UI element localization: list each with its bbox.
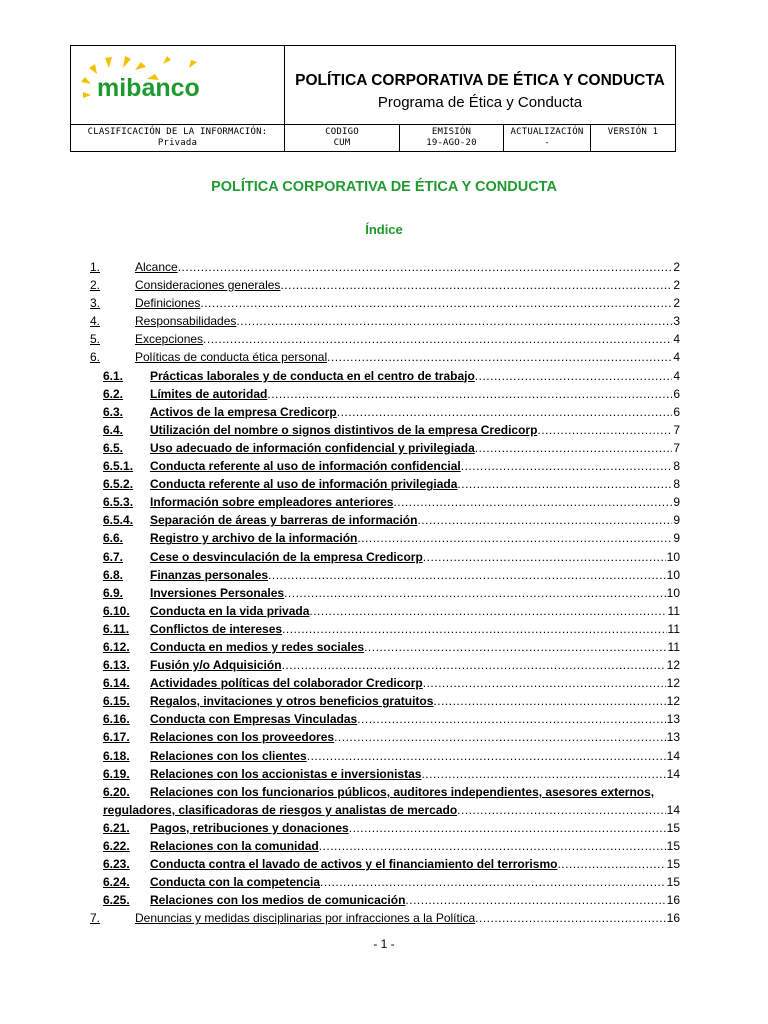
toc-entry-page: 3 bbox=[673, 314, 680, 329]
toc-entry-page: 4 bbox=[673, 332, 680, 347]
toc-entry[interactable] bbox=[90, 674, 680, 692]
toc-entry-number: 6.9. bbox=[103, 585, 124, 600]
toc-entry-title[interactable]: Consideraciones generales bbox=[135, 278, 281, 293]
toc-entry-number: 6.5. bbox=[103, 440, 124, 455]
toc-entry-line bbox=[150, 765, 680, 783]
toc-leader-dots bbox=[178, 258, 673, 276]
logo-cell bbox=[71, 46, 285, 124]
toc-entry-line bbox=[150, 439, 680, 457]
toc-leader-dots bbox=[327, 348, 672, 366]
toc-entry-number: 2. bbox=[90, 278, 101, 293]
toc-entry[interactable] bbox=[90, 873, 680, 891]
toc-entry-title[interactable]: Pagos, retribuciones y donaciones bbox=[150, 820, 349, 835]
toc-entry-number: 6.23. bbox=[103, 857, 130, 872]
toc-entry-line bbox=[135, 294, 680, 312]
toc-leader-dots bbox=[307, 747, 666, 765]
toc-entry-line bbox=[150, 475, 680, 493]
toc-entry-number: 6.22. bbox=[103, 839, 130, 853]
toc-entry-title[interactable]: Denuncias y medidas disciplinarias por infracciones a la Política bbox=[135, 911, 476, 926]
code-label: CODIGO bbox=[325, 127, 359, 137]
toc-entry[interactable] bbox=[90, 529, 680, 547]
toc-entry-title[interactable]: Actividades políticas del colaborador Credicorp bbox=[150, 676, 423, 691]
main-title: POLÍTICA CORPORATIVA DE ÉTICA Y CONDUCTA bbox=[211, 179, 557, 195]
toc-entry-page: 14 bbox=[666, 802, 680, 817]
toc-entry-page: 8 bbox=[673, 477, 680, 492]
toc-entry-page: 6 bbox=[673, 404, 680, 419]
toc-entry-page: 13 bbox=[666, 730, 680, 745]
toc-entry-line bbox=[150, 710, 680, 728]
toc-leader-dots bbox=[282, 656, 666, 674]
toc-entry-line bbox=[150, 584, 680, 602]
toc-entry-line bbox=[135, 312, 680, 330]
toc-entry-title[interactable]: Responsabilidades bbox=[135, 314, 237, 329]
toc-entry-line bbox=[150, 783, 680, 801]
toc-entry-title[interactable]: Uso adecuado de información confidencial y privilegiada bbox=[150, 440, 475, 455]
toc-entry-line bbox=[150, 385, 680, 403]
update-label: ACTUALIZACIÓN bbox=[510, 127, 584, 137]
toc-entry-page: 4 bbox=[673, 368, 680, 383]
toc-entry[interactable] bbox=[90, 656, 680, 674]
toc-entry-number: 6.5.4. bbox=[103, 513, 134, 528]
toc-entry-number: 6.3. bbox=[103, 404, 124, 419]
toc-entry-number: 6.6. bbox=[103, 531, 124, 546]
toc-entry-number: 6.8. bbox=[103, 567, 124, 582]
toc-entry-title[interactable]: Prácticas laborales y de conducta en el centro de trabajo bbox=[150, 368, 475, 383]
toc-entry-line bbox=[150, 674, 680, 692]
toc-entry-number: 6.15. bbox=[103, 694, 130, 709]
toc-leader-dots bbox=[364, 638, 666, 656]
toc-entry-number: 6.5.1. bbox=[103, 459, 134, 474]
toc-entry-title-continued[interactable]: reguladores, clasificadoras de riesgos y analistas de mercado bbox=[103, 802, 458, 817]
toc-entry-page: 2 bbox=[673, 296, 680, 311]
toc-entry-title[interactable]: Relaciones con los clientes bbox=[150, 748, 307, 763]
toc-entry[interactable] bbox=[90, 403, 680, 421]
toc-entry-line bbox=[150, 692, 680, 710]
toc-entry-title[interactable]: Cese o desvinculación de la empresa Credicorp bbox=[150, 549, 423, 564]
table-of-contents bbox=[90, 258, 680, 927]
toc-leader-dots bbox=[475, 439, 673, 457]
toc-entry-title[interactable]: Relaciones con los medios de comunicación bbox=[150, 893, 406, 908]
toc-entry-title[interactable]: Alcance bbox=[135, 260, 178, 274]
toc-leader-dots bbox=[319, 837, 666, 855]
toc-entry-line bbox=[150, 529, 680, 547]
update-value: - bbox=[544, 138, 550, 148]
toc-entry-number: 1. bbox=[90, 260, 101, 274]
toc-leader-dots bbox=[267, 385, 672, 403]
toc-entry[interactable] bbox=[90, 783, 680, 801]
classification-cell bbox=[71, 125, 285, 151]
toc-entry-page: 14 bbox=[666, 748, 680, 763]
toc-entry-title[interactable]: Conducta en medios y redes sociales bbox=[150, 639, 365, 654]
toc-entry-number: 6.21. bbox=[103, 820, 130, 835]
toc-entry[interactable] bbox=[90, 457, 680, 475]
toc-entry[interactable] bbox=[90, 511, 680, 529]
toc-entry-number: 6.5.3. bbox=[103, 495, 134, 510]
toc-entry[interactable] bbox=[90, 439, 680, 457]
toc-leader-dots bbox=[421, 765, 665, 783]
toc-entry-title[interactable]: Conducta con Empresas Vinculadas bbox=[150, 712, 358, 727]
code-cell bbox=[285, 125, 400, 151]
toc-entry[interactable] bbox=[90, 276, 680, 294]
mibanco-logo bbox=[71, 46, 285, 124]
toc-entry-page: 11 bbox=[667, 639, 680, 654]
toc-entry-page: 16 bbox=[666, 911, 680, 926]
version-cell bbox=[591, 125, 675, 151]
toc-leader-dots bbox=[417, 511, 672, 529]
toc-entry-page: 11 bbox=[667, 603, 680, 618]
toc-entry-page: 10 bbox=[666, 567, 680, 582]
toc-entry-title[interactable]: Conflictos de intereses bbox=[150, 621, 283, 636]
toc-entry-page: 13 bbox=[666, 712, 680, 727]
toc-leader-dots bbox=[423, 674, 666, 692]
toc-entry-page: 2 bbox=[673, 260, 680, 274]
toc-entry-line bbox=[135, 258, 680, 276]
toc-entry-title[interactable]: Relaciones con los accionistas e inversionistas bbox=[150, 766, 422, 781]
toc-entry-page: 12 bbox=[666, 658, 680, 673]
toc-entry[interactable] bbox=[90, 620, 680, 638]
emission-cell bbox=[400, 125, 504, 151]
toc-leader-dots bbox=[282, 620, 666, 638]
toc-leader-dots bbox=[475, 909, 665, 927]
toc-entry-page: 16 bbox=[666, 893, 680, 908]
toc-entry-title[interactable]: Límites de autoridad bbox=[150, 386, 268, 401]
toc-entry-title[interactable]: Relaciones con los proveedores bbox=[150, 730, 335, 745]
toc-entry[interactable] bbox=[90, 819, 680, 837]
toc-entry-page: 10 bbox=[666, 585, 680, 600]
toc-entry-title[interactable]: Activos de la empresa Credicorp bbox=[150, 404, 337, 419]
toc-entry-page: 4 bbox=[673, 350, 680, 365]
toc-entry-line bbox=[150, 421, 680, 439]
toc-entry-title[interactable]: Regalos, invitaciones y otros beneficios gratuitos bbox=[150, 694, 434, 709]
toc-entry-number: 5. bbox=[90, 332, 101, 347]
emission-label: EMISIÓN bbox=[431, 127, 472, 137]
toc-entry-line bbox=[150, 728, 680, 746]
toc-entry-line bbox=[150, 855, 680, 873]
toc-entry-page: 2 bbox=[673, 278, 680, 293]
logo-text: mibanco bbox=[97, 74, 200, 102]
toc-entry-number: 6.5.2. bbox=[103, 477, 134, 492]
toc-entry-line bbox=[135, 276, 680, 294]
toc-leader-dots bbox=[423, 548, 666, 566]
toc-entry-line bbox=[150, 403, 680, 421]
toc-entry-title[interactable]: Fusión y/o Adquisición bbox=[150, 658, 282, 673]
toc-entry-number: 6.25. bbox=[103, 893, 130, 908]
update-cell bbox=[504, 125, 591, 151]
toc-entry-page: 9 bbox=[673, 495, 680, 510]
toc-entry-page: 15 bbox=[666, 820, 680, 835]
document-header bbox=[70, 45, 676, 152]
toc-entry[interactable] bbox=[90, 602, 680, 620]
toc-entry-page: 8 bbox=[673, 459, 680, 474]
toc-entry[interactable] bbox=[90, 294, 680, 312]
toc-entry-number: 6. bbox=[90, 350, 101, 365]
classification-value: Privada bbox=[157, 138, 198, 148]
version-label: VERSIÓN 1 bbox=[607, 127, 659, 137]
index-title: Índice bbox=[365, 222, 403, 237]
toc-entry-number: 7. bbox=[90, 911, 101, 926]
toc-entry[interactable] bbox=[90, 891, 680, 909]
toc-entry-number: 6.19. bbox=[103, 766, 130, 781]
page-number: - 1 - bbox=[373, 937, 395, 951]
toc-entry-line bbox=[135, 909, 680, 927]
code-value: CUM bbox=[333, 138, 351, 148]
toc-entry-title[interactable]: Finanzas personales bbox=[150, 567, 269, 582]
toc-leader-dots bbox=[457, 475, 672, 493]
toc-entry-page: 9 bbox=[673, 513, 680, 528]
toc-entry-title[interactable]: Separación de áreas y barreras de información bbox=[150, 513, 418, 528]
toc-leader-dots bbox=[280, 276, 672, 294]
toc-entry-line bbox=[150, 747, 680, 765]
toc-leader-dots bbox=[349, 819, 666, 837]
toc-entry[interactable] bbox=[90, 710, 680, 728]
toc-entry-page: 15 bbox=[666, 857, 680, 872]
toc-entry-number: 6.11. bbox=[103, 621, 130, 636]
toc-entry[interactable] bbox=[90, 638, 680, 656]
toc-leader-dots bbox=[557, 855, 665, 873]
toc-entry-title[interactable]: Utilización del nombre o signos distintivos de la empresa Credicorp bbox=[150, 422, 538, 437]
toc-leader-dots bbox=[236, 312, 672, 330]
toc-entry-line bbox=[150, 638, 680, 656]
toc-entry[interactable] bbox=[90, 855, 680, 873]
toc-entry-title[interactable]: Conducta referente al uso de información confidencial bbox=[150, 459, 461, 474]
toc-entry-title[interactable]: Conducta contra el lavado de activos y el financiamiento del terrorismo bbox=[150, 857, 558, 872]
toc-entry-title[interactable]: Relaciones con la comunidad bbox=[150, 839, 319, 853]
toc-leader-dots bbox=[284, 584, 666, 602]
toc-entry[interactable] bbox=[90, 493, 680, 511]
toc-entry-line bbox=[150, 837, 680, 855]
toc-entry[interactable] bbox=[90, 728, 680, 746]
toc-leader-dots bbox=[357, 529, 672, 547]
toc-entry-title[interactable]: Políticas de conducta ética personal bbox=[135, 350, 328, 365]
emission-value: 19-AGO-20 bbox=[426, 138, 477, 148]
toc-entry-line bbox=[150, 602, 680, 620]
toc-leader-dots bbox=[334, 728, 666, 746]
toc-leader-dots bbox=[200, 294, 672, 312]
toc-entry[interactable] bbox=[90, 837, 680, 855]
toc-entry[interactable] bbox=[90, 385, 680, 403]
toc-entry-line bbox=[150, 548, 680, 566]
toc-entry[interactable] bbox=[90, 475, 680, 493]
toc-entry-number: 6.14. bbox=[103, 676, 130, 691]
toc-leader-dots bbox=[320, 873, 666, 891]
toc-entry-number: 6.13. bbox=[103, 658, 130, 673]
toc-entry-line bbox=[135, 348, 680, 366]
toc-entry-number: 6.24. bbox=[103, 875, 130, 890]
document-subtitle: Programa de Ética y Conducta bbox=[377, 94, 583, 111]
toc-entry-line bbox=[150, 819, 680, 837]
toc-entry-line bbox=[150, 566, 680, 584]
toc-entry-line bbox=[150, 620, 680, 638]
toc-entry[interactable] bbox=[90, 258, 680, 276]
toc-entry-title[interactable]: Definiciones bbox=[135, 296, 201, 311]
toc-entry-number: 6.7. bbox=[103, 549, 124, 564]
toc-entry[interactable] bbox=[90, 348, 680, 366]
title-cell bbox=[285, 46, 675, 124]
toc-leader-dots bbox=[433, 692, 665, 710]
toc-leader-dots bbox=[475, 367, 673, 385]
toc-entry-line bbox=[135, 330, 680, 348]
toc-entry-continuation[interactable] bbox=[90, 801, 680, 819]
toc-entry-line bbox=[150, 493, 680, 511]
toc-entry-title[interactable]: Inversiones Personales bbox=[150, 585, 285, 600]
toc-leader-dots bbox=[309, 602, 666, 620]
toc-entry-title[interactable]: Conducta con la competencia bbox=[150, 875, 321, 890]
toc-entry-page: 9 bbox=[673, 531, 680, 546]
toc-entry-title[interactable]: Conducta referente al uso de información privilegiada bbox=[150, 477, 458, 492]
toc-entry-line bbox=[150, 873, 680, 891]
toc-entry-title[interactable]: Registro y archivo de la información bbox=[150, 531, 358, 546]
toc-entry[interactable] bbox=[90, 548, 680, 566]
toc-entry-line bbox=[150, 891, 680, 909]
toc-leader-dots bbox=[203, 330, 672, 348]
toc-entry-title[interactable]: Relaciones con los funcionarios públicos, auditores independientes, asesores externos, bbox=[150, 784, 655, 799]
toc-entry[interactable] bbox=[90, 765, 680, 783]
toc-entry-title[interactable]: Conducta en la vida privada bbox=[150, 603, 310, 618]
toc-entry[interactable] bbox=[90, 367, 680, 385]
toc-entry-page: 7 bbox=[673, 440, 680, 455]
toc-entry-number: 6.2. bbox=[103, 386, 124, 401]
toc-entry-number: 6.17. bbox=[103, 730, 130, 745]
toc-entry-number: 6.18. bbox=[103, 748, 130, 763]
toc-leader-dots bbox=[357, 710, 665, 728]
toc-leader-dots bbox=[461, 457, 673, 475]
toc-entry[interactable] bbox=[90, 312, 680, 330]
toc-entry-line bbox=[150, 457, 680, 475]
toc-entry-number: 4. bbox=[90, 314, 101, 329]
toc-entry-line bbox=[103, 801, 680, 819]
toc-entry-line bbox=[150, 656, 680, 674]
toc-entry-page: 10 bbox=[666, 549, 680, 564]
toc-leader-dots bbox=[268, 566, 666, 584]
toc-entry-number: 6.4. bbox=[103, 422, 124, 437]
toc-entry-number: 6.1. bbox=[103, 368, 124, 383]
toc-entry-number: 6.10. bbox=[103, 603, 130, 618]
toc-leader-dots bbox=[405, 891, 665, 909]
toc-entry-page: 15 bbox=[666, 875, 680, 890]
toc-entry-page: 12 bbox=[666, 676, 680, 691]
toc-leader-dots bbox=[457, 801, 665, 819]
toc-entry[interactable] bbox=[90, 692, 680, 710]
document-title: POLÍTICA CORPORATIVA DE ÉTICA Y CONDUCTA bbox=[295, 72, 665, 89]
toc-entry[interactable] bbox=[90, 421, 680, 439]
toc-entry-page: 15 bbox=[666, 839, 680, 853]
toc-entry[interactable] bbox=[90, 584, 680, 602]
toc-entry[interactable] bbox=[90, 909, 680, 927]
toc-entry-number: 3. bbox=[90, 296, 101, 311]
toc-entry-number: 6.20. bbox=[103, 784, 130, 799]
toc-entry-number: 6.16. bbox=[103, 712, 130, 727]
toc-leader-dots bbox=[393, 493, 672, 511]
toc-leader-dots bbox=[337, 403, 673, 421]
toc-entry[interactable] bbox=[90, 566, 680, 584]
toc-entry[interactable] bbox=[90, 747, 680, 765]
toc-leader-dots bbox=[537, 421, 672, 439]
toc-entry-page: 12 bbox=[666, 694, 680, 709]
toc-entry-title[interactable]: Excepciones bbox=[135, 332, 204, 347]
toc-entry-page: 6 bbox=[673, 386, 680, 401]
toc-entry-title[interactable]: Información sobre empleadores anteriores bbox=[150, 495, 394, 510]
classification-label: CLASIFICACIÓN DE LA INFORMACIÓN: bbox=[87, 127, 268, 137]
toc-entry-page: 14 bbox=[666, 766, 680, 781]
toc-entry-number: 6.12. bbox=[103, 639, 130, 654]
toc-entry-page: 7 bbox=[673, 422, 680, 437]
toc-entry-page: 11 bbox=[667, 621, 680, 636]
toc-entry[interactable] bbox=[90, 330, 680, 348]
info-row bbox=[71, 124, 675, 151]
toc-entry-line bbox=[150, 511, 680, 529]
toc-entry-line bbox=[150, 367, 680, 385]
